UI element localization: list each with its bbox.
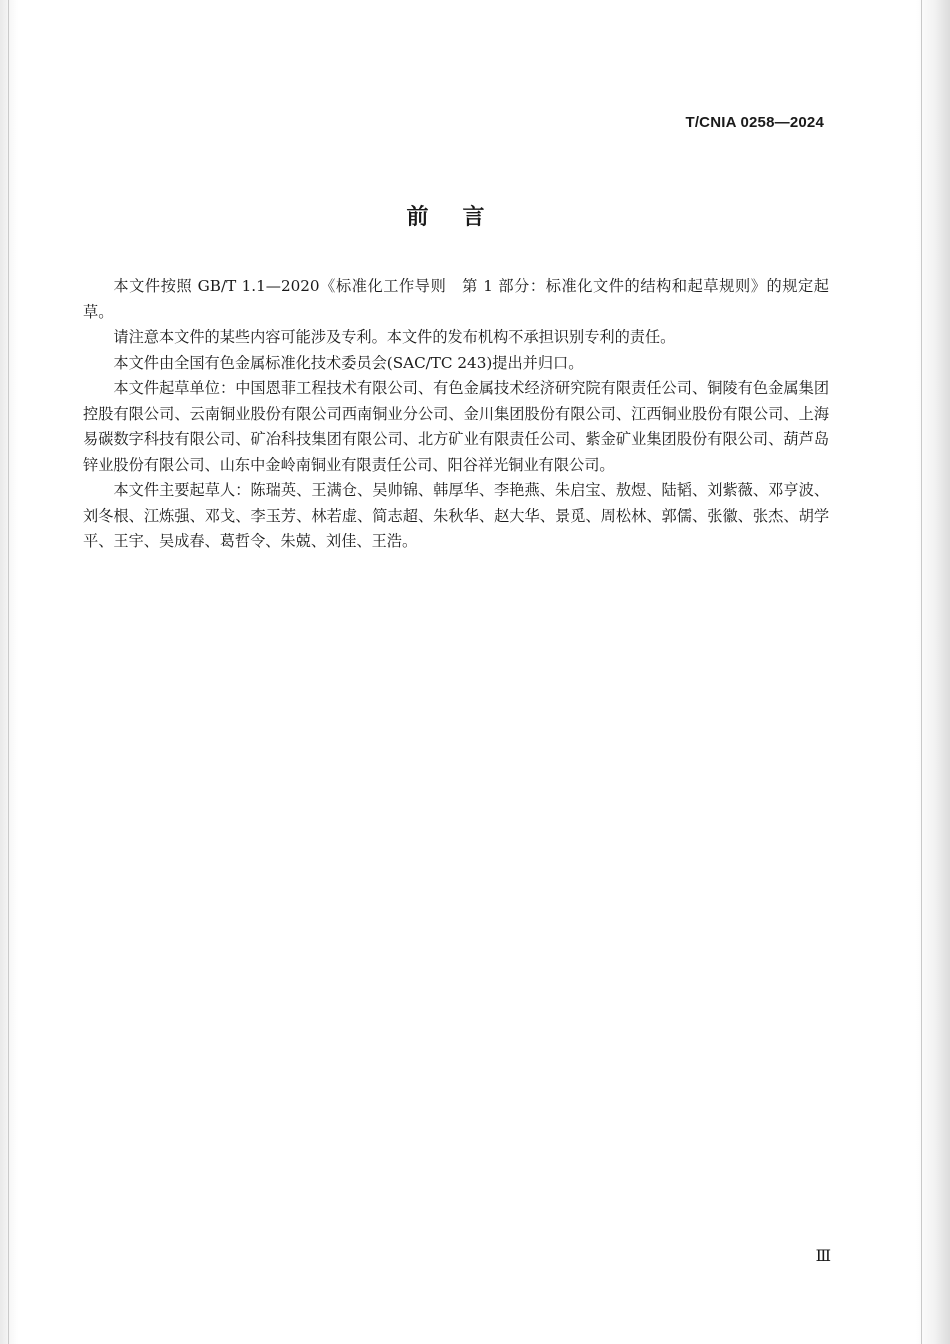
paragraph-drafting-units: 本文件起草单位：中国恩菲工程技术有限公司、有色金属技术经济研究院有限责任公司、铜陵有色金属集团控股有限公司、云南铜业股份有限公司西南铜业分公司、金川集团股份有限公司、江西铜业股份有限公司、上海易碳数字科技有限公司、矿冶科技集团有限公司、北方矿业有限责任公司、紫金矿业集团股份有限公司、葫芦岛锌业股份有限公司、山东中金岭南铜业有限责任公司、阳谷祥光铜业有限公司。: [83, 379, 829, 474]
page-number: Ⅲ: [815, 1246, 830, 1265]
scan-line-right: [921, 0, 922, 1344]
paragraph-proposer: 本文件由全国有色金属标准化技术委员会(SAC/TC 243)提出并归口。: [113, 353, 584, 372]
document-number: T/CNIA 0258—2024: [685, 114, 824, 131]
paragraph-drafting-rules: 本文件按照 GB/T 1.1—2020《标准化工作导则 第 1 部分：标准化文件的结构和起草规则》的规定起草。: [83, 277, 829, 321]
foreword-body: [83, 274, 829, 555]
paragraph-patent-notice: 请注意本文件的某些内容可能涉及专利。本文件的发布机构不承担识别专利的责任。: [113, 328, 676, 346]
page-title: 前言: [406, 205, 519, 230]
paragraph-drafters: 本文件主要起草人：陈瑞英、王满仓、吴帅锦、韩厚华、李艳燕、朱启宝、敖煜、陆韬、刘紫薇、邓亨波、刘冬根、江炼强、邓戈、李玉芳、林若虚、简志超、朱秋华、赵大华、景觅、周松林、郭儒、张徽、张杰、胡学平、王宇、吴成春、葛哲令、朱兢、刘佳、王浩。: [83, 481, 829, 550]
